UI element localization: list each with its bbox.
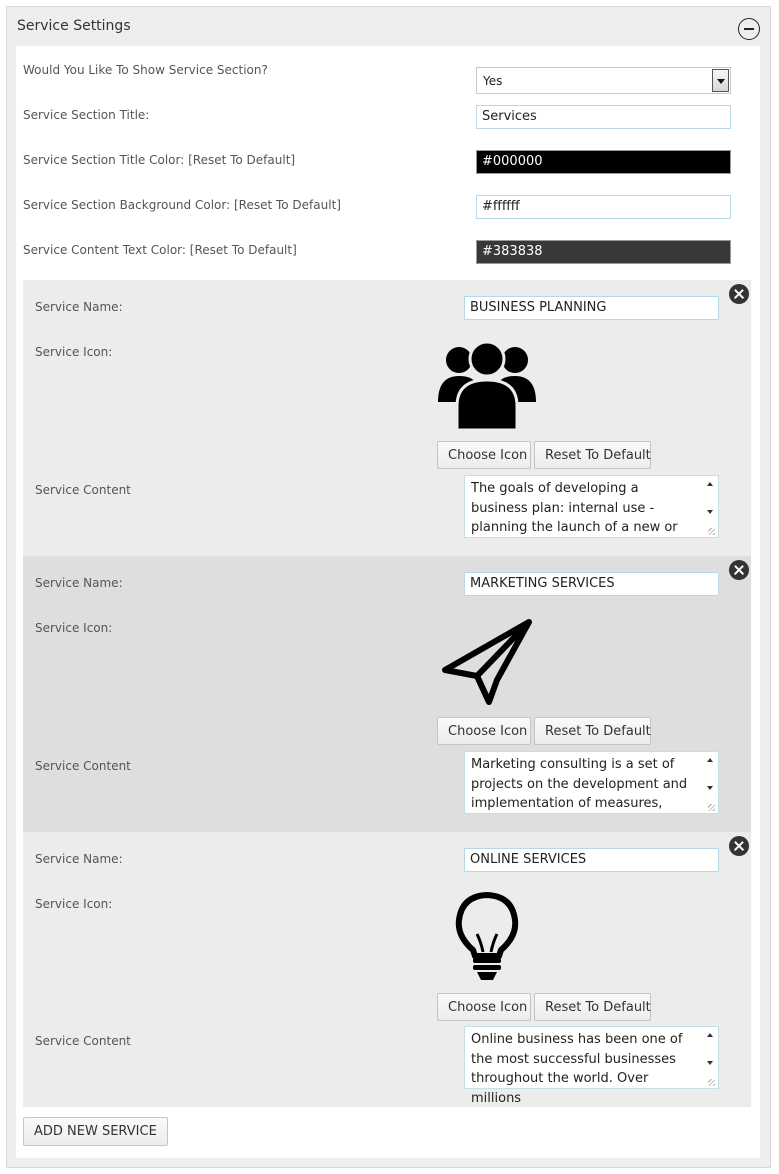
title-color-reset-link[interactable]: [Reset To Default] [188,153,296,167]
service-content-label: Service Content [35,1034,131,1048]
service-content-text: Marketing consulting is a set of projects on the development and implementation of measures, [471,757,688,811]
service-content-textarea[interactable] [464,475,719,538]
panel-title: Service Settings [17,18,131,34]
choose-icon-button[interactable]: Choose Icon [437,993,531,1021]
scroll-down-icon[interactable] [707,1061,713,1065]
service-content-textarea[interactable] [464,1026,719,1106]
chevron-down-icon[interactable] [712,69,729,92]
service-item [23,280,751,556]
service-content-label: Service Content [35,483,131,497]
content-color-label-text: Service Content Text Color: [23,243,186,257]
service-item [23,556,751,832]
title-color-input[interactable]: #000000 [476,150,731,174]
paper-plane-icon [437,614,537,708]
service-icon-label: Service Icon: [35,345,113,359]
collapse-icon[interactable] [738,18,760,40]
service-name-label: Service Name: [35,852,123,866]
resize-grip-icon[interactable] [708,1079,715,1086]
bg-color-reset-link[interactable]: [Reset To Default] [233,198,341,212]
content-color-input[interactable]: #383838 [476,240,731,264]
choose-icon-button[interactable]: Choose Icon [437,717,531,745]
service-item [23,832,751,1107]
resize-grip-icon[interactable] [708,804,715,811]
title-color-label [23,153,295,167]
service-name-label: Service Name: [35,576,123,590]
service-name-label: Service Name: [35,300,123,314]
choose-icon-button[interactable]: Choose Icon [437,441,531,469]
content-color-reset-link[interactable]: [Reset To Default] [189,243,297,257]
section-title-input[interactable]: Services [476,105,731,129]
content-color-label [23,243,297,257]
service-content-label: Service Content [35,759,131,773]
show-section-select[interactable] [476,67,731,94]
scroll-up-icon[interactable] [707,758,713,762]
scroll-up-icon[interactable] [707,482,713,486]
service-icon-label: Service Icon: [35,621,113,635]
bg-color-label [23,198,341,212]
add-new-service-button[interactable]: ADD NEW SERVICE [23,1117,168,1146]
lightbulb-icon [437,890,537,984]
bg-color-input[interactable]: #ffffff [476,195,731,219]
service-name-input[interactable]: ONLINE SERVICES [464,848,719,872]
reset-icon-button[interactable]: Reset To Default [534,441,651,469]
resize-grip-icon[interactable] [708,528,715,535]
bg-color-label-text: Service Section Background Color: [23,198,231,212]
show-section-value: Yes [483,74,503,88]
remove-service-icon[interactable] [729,560,749,580]
service-content-text: The goals of developing a business plan: internal use - planning the launch of a new or [471,481,678,535]
service-icon-label: Service Icon: [35,897,113,911]
scroll-down-icon[interactable] [707,786,713,790]
scroll-up-icon[interactable] [707,1033,713,1037]
remove-service-icon[interactable] [729,836,749,856]
service-name-input[interactable]: BUSINESS PLANNING [464,296,719,320]
remove-service-icon[interactable] [729,284,749,304]
scroll-down-icon[interactable] [707,510,713,514]
show-section-label: Would You Like To Show Service Section? [23,63,268,77]
service-name-input[interactable]: MARKETING SERVICES [464,572,719,596]
users-group-icon [437,338,537,432]
service-content-textarea[interactable] [464,751,719,814]
reset-icon-button[interactable]: Reset To Default [534,993,651,1021]
service-content-text: Online business has been one of the most successful businesses throughout the world. Over millions [471,1032,683,1106]
reset-icon-button[interactable]: Reset To Default [534,717,651,745]
title-color-label-text: Service Section Title Color: [23,153,185,167]
section-title-label: Service Section Title: [23,108,150,122]
